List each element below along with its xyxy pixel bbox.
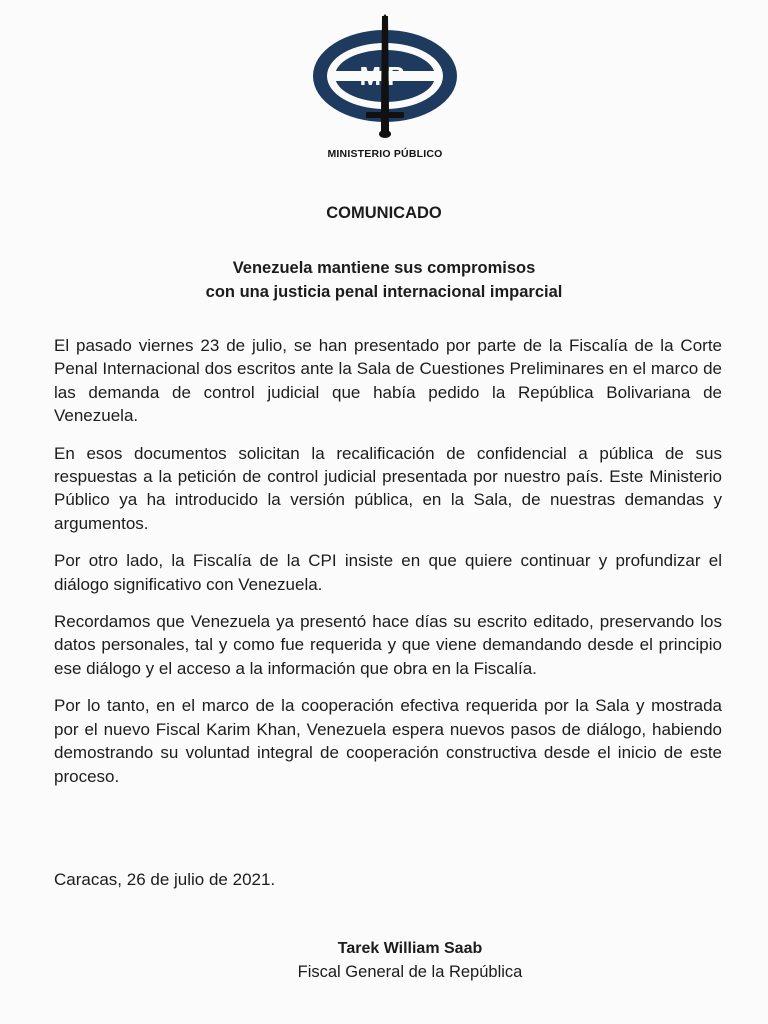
logo-monogram: MP	[359, 61, 411, 91]
document-subtitle	[0, 256, 768, 304]
logo-caption: MINISTERIO PÚBLICO	[327, 148, 443, 160]
document-heading: COMUNICADO	[326, 204, 442, 222]
logo-emblem-icon	[300, 14, 470, 149]
paragraph: Recordamos que Venezuela ya presentó hace días su escrito editado, preservando los datos personales, tal y como fue requerida y que viene demandando desde el principio ese diálogo y el acceso a la información que obra en la Fiscalía.	[54, 612, 722, 678]
paragraph: En esos documentos solicitan la recalificación de confidencial a pública de sus respuestas a la petición de control judicial presentada por nuestro país. Este Ministerio Público ya ha introducido la versión pública, en la Sala, de nuestras demandas y argumentos.	[54, 443, 722, 533]
document-body	[54, 334, 722, 802]
paragraph: Por otro lado, la Fiscalía de la CPI insiste en que quiere continuar y profundizar el diálogo significativo con Venezuela.	[54, 551, 722, 594]
paragraph: Por lo tanto, en el marco de la cooperación efectiva requerida por la Sala y mostrada por el nuevo Fiscal Karim Khan, Venezuela espera nuevos pasos de diálogo, habiendo demostrando su voluntad integral de cooperación constructiva desde el inicio de este proceso.	[54, 696, 722, 786]
paragraph: El pasado viernes 23 de julio, se han presentado por parte de la Fiscalía de la Corte Penal Internacional dos escritos ante la Sala de Cuestiones Preliminares en el marco de las demanda de control judicial que había pedido la República Bolivariana de Venezuela.	[54, 336, 722, 426]
ministerio-publico-logo	[300, 14, 470, 164]
subtitle-line: Venezuela mantiene sus compromisos	[232, 259, 536, 277]
signatory-name: Tarek William Saab	[337, 940, 483, 957]
signatory-role: Fiscal General de la República	[297, 963, 523, 981]
place-date: Caracas, 26 de julio de 2021.	[54, 870, 276, 889]
subtitle-line: con una justicia penal internacional imparcial	[205, 283, 563, 301]
signature-block	[230, 938, 590, 984]
